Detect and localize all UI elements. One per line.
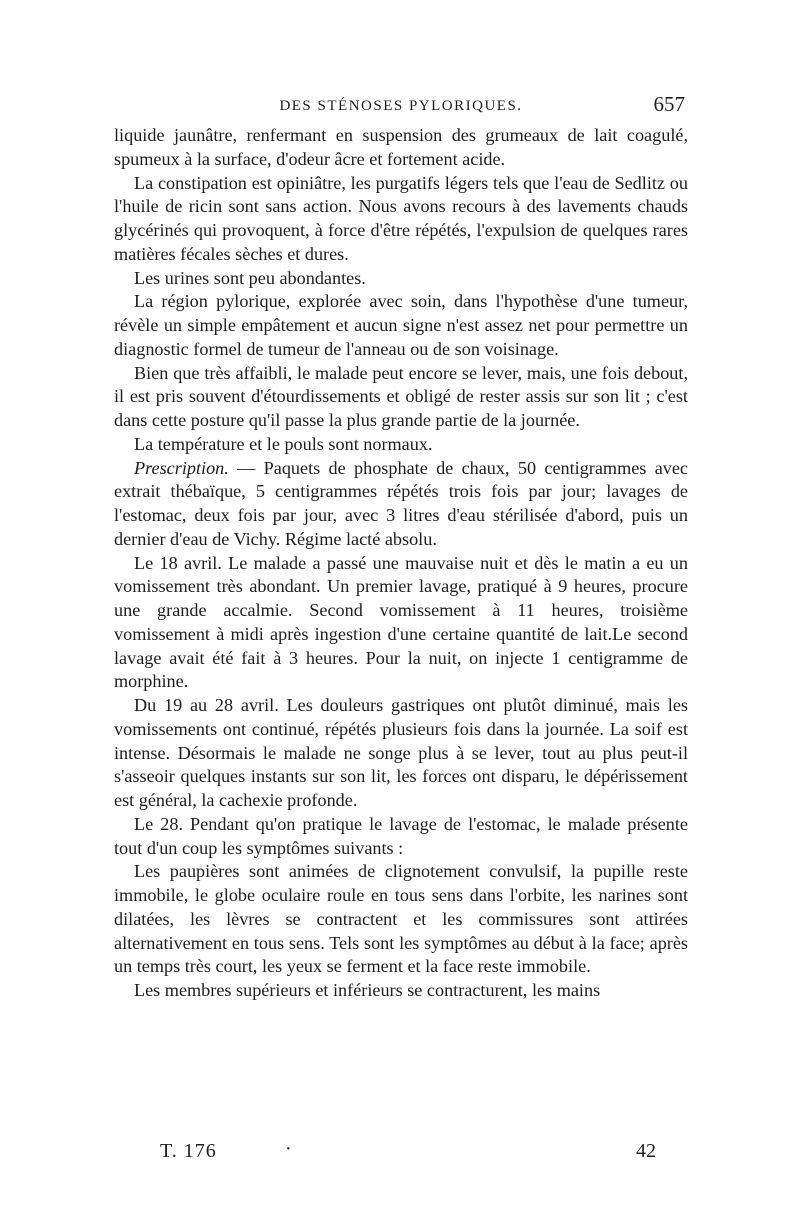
prescription-text: — Paquets de phosphate de chaux, 50 centigrammes avec extrait thébaïque, 5 centigrammes répétés trois fois par jour; lavages de l'estomac, deux fois par jour, avec 3 litres d'eau stérilisée d'abord, puis un dernier d'eau de Vichy. Régime lacté absolu.	[114, 457, 689, 549]
prescription-paragraph	[114, 457, 688, 552]
page-header	[115, 92, 687, 122]
paragraph: La constipation est opiniâtre, les purgatifs légers tels que l'eau de Sedlitz ou l'huile de ricin sont sans action. Nous avons recours à des lavements chauds glycérinés qui provoquent, à force d'être répétés, l'expulsion de quelques rares matières fécales sèches et dures.	[114, 172, 688, 264]
prescription-label: Prescription.	[134, 457, 229, 478]
paragraph: Les urines sont peu abondantes.	[134, 267, 366, 288]
footer-dot: ·	[285, 1138, 292, 1160]
running-title: DES STÉNOSES PYLORIQUES.	[279, 98, 523, 114]
paragraph: Bien que très affaibli, le malade peut encore se lever, mais, une fois debout, il est pris souvent d'étourdissements et obligé de rester assis sur son lit ; c'est dans cette posture qu'il passe la plus grande partie de la journée.	[114, 362, 688, 430]
body-text	[114, 124, 688, 1003]
paragraph: Du 19 au 28 avril. Les douleurs gastriques ont plutôt diminué, mais les vomissements ont continué, répétés plusieurs fois dans la journée. La soif est intense. Désormais le malade ne songe plus à se lever, tout au plus peut-il s'asseoir quelques instants sur son lit, les forces ont disparu, le dépérissement est général, la cachexie profonde.	[114, 695, 688, 810]
signature-number: 42	[636, 1140, 656, 1162]
page-footer	[160, 1140, 680, 1170]
signature-mark: T. 176	[160, 1140, 217, 1162]
paragraph: liquide jaunâtre, renfermant en suspension des grumeaux de lait coagulé, spumeux à la surface, d'odeur âcre et fortement acide.	[114, 125, 688, 169]
paragraph: La température et le pouls sont normaux.	[134, 433, 433, 454]
paragraph: La région pylorique, explorée avec soin, dans l'hypothèse d'une tumeur, révèle un simple empâtement et aucun signe n'est assez net pour permettre un diagnostic formel de tumeur de l'anneau ou de son voisinage.	[114, 291, 688, 359]
page-number: 657	[653, 92, 685, 116]
paragraph: Le 28. Pendant qu'on pratique le lavage de l'estomac, le malade présente tout d'un coup les symptômes suivants :	[114, 813, 688, 858]
paragraph: Les membres supérieurs et inférieurs se contracturent, les mains	[134, 980, 601, 1000]
paragraph: Le 18 avril. Le malade a passé une mauvaise nuit et dès le matin a eu un vomissement très abondant. Un premier lavage, pratiqué à 9 heures, procure une grande accalmie. Second vomissement à 11 heures, troisième vomissement à midi après ingestion d'une certaine quantité de lait.Le second lavage avait été fait à 3 heures. Pour la nuit, on injecte 1 centigramme de morphine.	[114, 552, 688, 692]
paragraph: Les paupières sont animées de clignotement convulsif, la pupille reste immobile, le globe oculaire roule en tous sens dans l'orbite, les narines sont dilatées, les lèvres se contractent et les commissures sont attirées alternativement en tous sens. Tels sont les symptômes au début à la face; après un temps très court, les yeux se ferment et la face reste immobile.	[114, 861, 688, 977]
